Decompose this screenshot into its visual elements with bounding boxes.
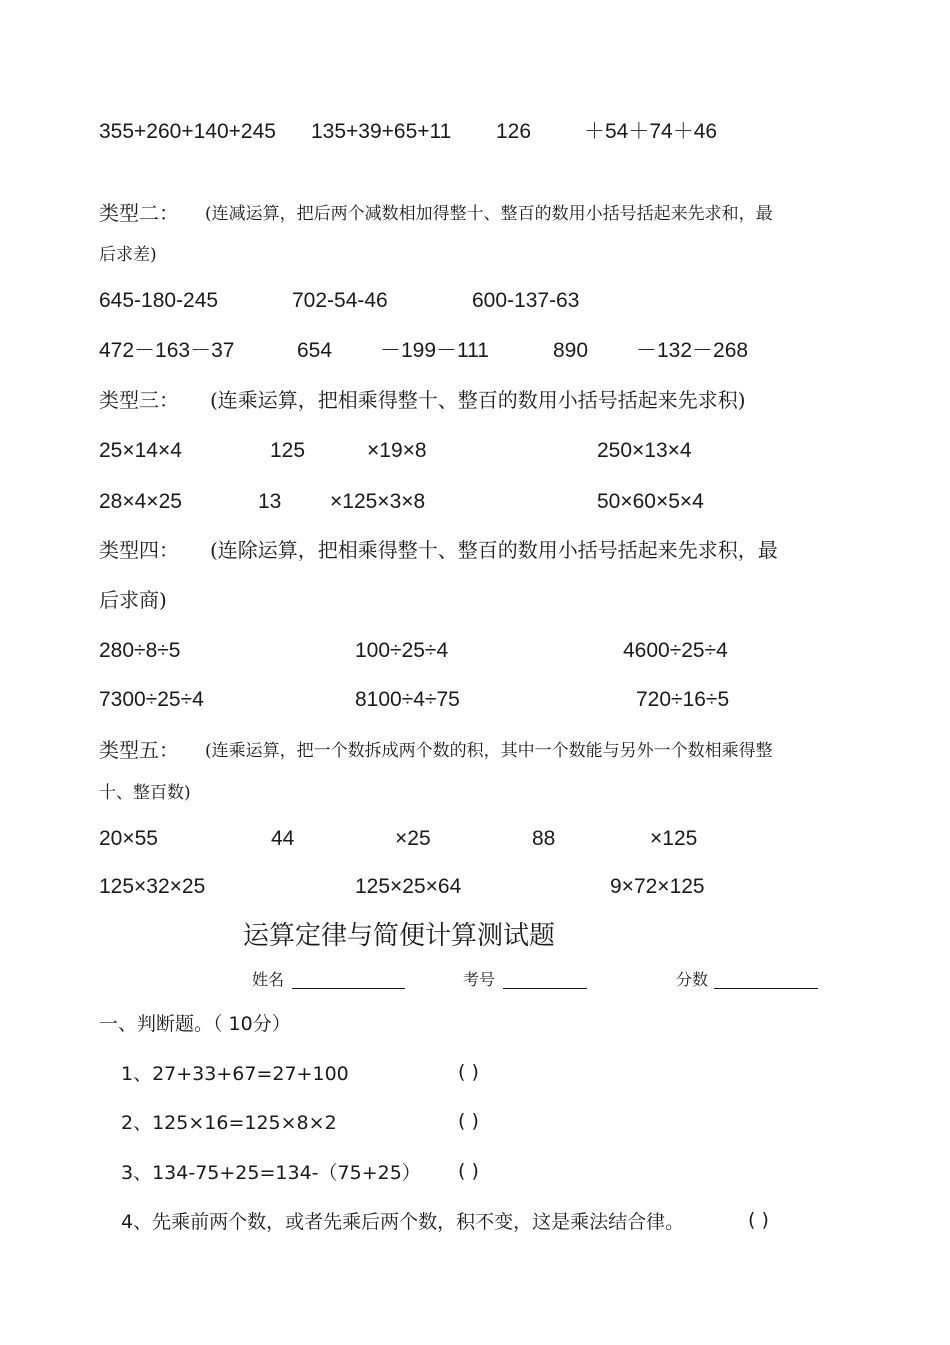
type4-note-line2: 后求商) — [99, 588, 167, 612]
expr-3-5b: ×125×3×8 — [330, 490, 426, 513]
expr-3-2b: ×19×8 — [367, 439, 427, 462]
expr-5-5: 125×25×64 — [355, 875, 462, 898]
expr-1-3b: ＋54＋74＋46 — [584, 120, 718, 143]
expr-5-1: 20×55 — [99, 827, 158, 850]
type5-note-line2: 十、整百数) — [99, 783, 191, 803]
score-field[interactable] — [714, 988, 818, 989]
judge-answer-2[interactable]: ( ) — [458, 1110, 479, 1132]
type2-note-line2: 后求差) — [99, 245, 157, 265]
judge-item-4: 4、先乘前两个数，或者先乘后两个数，积不变，这是乘法结合律。 — [121, 1211, 685, 1233]
type2-note-line1: (连减运算，把后两个减数相加得整十、整百的数用小括号括起来先求和，最 — [205, 204, 773, 224]
expr-1-2: 135+39+65+11 — [311, 120, 452, 143]
expr-4-6: 720÷16÷5 — [636, 688, 730, 711]
expr-4-3: 4600÷25÷4 — [623, 639, 728, 662]
expr-5-2b: ×25 — [395, 827, 431, 850]
expr-2-6b: －132－268 — [636, 339, 749, 362]
expr-2-1: 645-180-245 — [99, 289, 219, 312]
expr-4-5: 8100÷4÷75 — [355, 688, 460, 711]
score-label: 分数 — [676, 970, 709, 989]
type4-note-line1: (连除运算，把相乘得整十、整百的数用小括号括起来先求积，最 — [210, 538, 778, 562]
type5-note-line1: (连乘运算，把一个数拆成两个数的积，其中一个数能与另外一个数相乘得整 — [205, 741, 773, 761]
expr-2-2: 702-54-46 — [292, 289, 388, 312]
section1-heading: 一、判断题。（ 10分） — [99, 1013, 291, 1035]
id-label: 考号 — [463, 970, 496, 989]
expr-5-3a: 88 — [532, 827, 556, 850]
expr-2-5b: －199－111 — [380, 339, 489, 362]
expr-3-5a: 13 — [258, 490, 282, 513]
expr-2-6a: 890 — [553, 339, 589, 362]
expr-4-1: 280÷8÷5 — [99, 639, 181, 662]
name-label: 姓名 — [252, 970, 285, 989]
expr-5-2a: 44 — [271, 827, 295, 850]
judge-item-1: 1、27+33+67=27+100 — [121, 1063, 349, 1085]
expr-1-3a: 126 — [496, 120, 532, 143]
type4-heading: 类型四： — [99, 538, 179, 562]
id-field[interactable] — [503, 988, 587, 989]
expr-3-6: 50×60×5×4 — [597, 490, 704, 513]
expr-5-3b: ×125 — [650, 827, 698, 850]
test-title: 运算定律与简便计算测试题 — [243, 921, 556, 951]
expr-2-4: 472－163－37 — [99, 339, 235, 362]
expr-2-5a: 654 — [297, 339, 333, 362]
judge-answer-3[interactable]: ( ) — [458, 1160, 479, 1182]
expr-3-4: 28×4×25 — [99, 490, 182, 513]
expr-4-4: 7300÷25÷4 — [99, 688, 204, 711]
expr-4-2: 100÷25÷4 — [355, 639, 449, 662]
type2-heading: 类型二： — [99, 201, 179, 225]
judge-item-2: 2、125×16=125×8×2 — [121, 1112, 337, 1134]
name-field[interactable] — [292, 988, 405, 989]
judge-answer-4[interactable]: ( ) — [748, 1209, 769, 1231]
expr-5-4: 125×32×25 — [99, 875, 206, 898]
expr-3-3: 250×13×4 — [597, 439, 692, 462]
type3-note: (连乘运算，把相乘得整十、整百的数用小括号括起来先求积) — [210, 388, 746, 412]
expr-2-3: 600-137-63 — [472, 289, 580, 312]
expr-3-1: 25×14×4 — [99, 439, 182, 462]
judge-item-3: 3、134-75+25=134-（75+25） — [121, 1162, 421, 1184]
type5-heading: 类型五： — [99, 738, 179, 762]
expr-1-1: 355+260+140+245 — [99, 120, 276, 143]
expr-5-6: 9×72×125 — [610, 875, 705, 898]
judge-answer-1[interactable]: ( ) — [458, 1061, 479, 1083]
type3-heading: 类型三： — [99, 388, 179, 412]
expr-3-2a: 125 — [270, 439, 306, 462]
